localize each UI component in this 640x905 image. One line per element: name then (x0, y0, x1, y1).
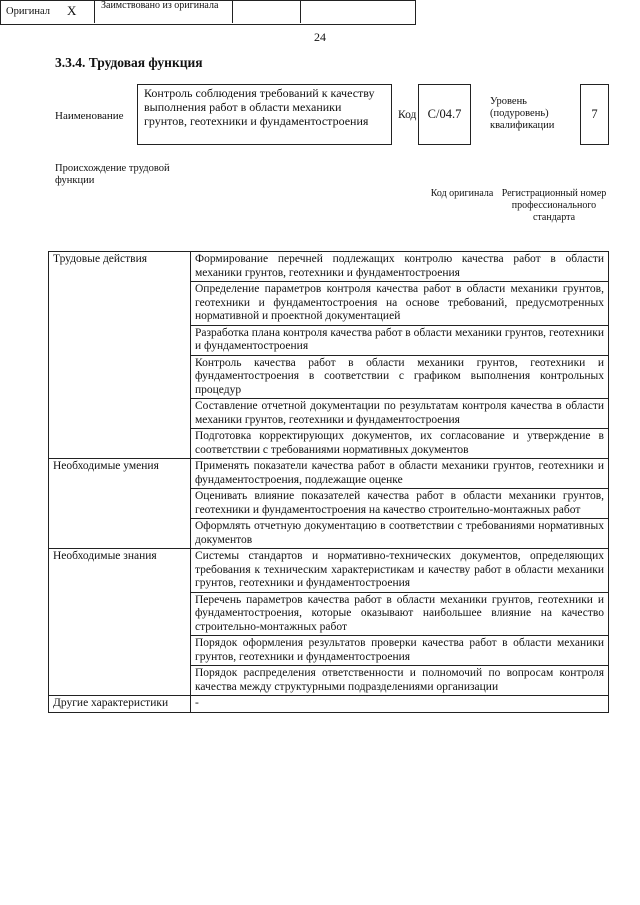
code-box (418, 84, 471, 145)
reg-number-caption: Регистрационный номер профессионального стандарта (501, 188, 607, 223)
level-box (580, 84, 609, 145)
row-item: Системы стандартов и нормативно-технических документов, определяющих требования к техническим характеристикам и качеству работ в области механики грунтов, геотехники и фундаментостроения (191, 549, 609, 593)
row-item: Порядок распределения ответственности и полномочий по вопросам контроля качества между структурными подразделениями организации (191, 666, 609, 696)
row-item: Оформлять отчетную документацию в соответствии с требованиями нормативных документов (191, 519, 609, 549)
row-item: Контроль качества работ в области механики грунтов, геотехники и фундаментостроения в соответствии с графиком выполнения контрольных процедур (191, 355, 609, 399)
origin-row (0, 0, 416, 25)
level-label: Уровень (подуровень) квалификации (490, 96, 555, 131)
original-code-caption: Код оригинала (430, 188, 494, 199)
origin-label: Происхождение трудовой функции (55, 163, 170, 186)
row-item: Порядок оформления результатов проверки качества работ в области механики грунтов, геотехники и фундаментостроения (191, 636, 609, 666)
borrowed-label: Заимствовано из оригинала (101, 0, 219, 11)
row-category-label: Необходимые умения (49, 459, 191, 549)
row-item: - (191, 696, 609, 713)
row-category-label: Другие характеристики (49, 696, 191, 713)
row-item: Определение параметров контроля качества работ в области механики грунтов, геотехники и фундаментостроения на основе требований, предусмотренных нормативной и проектной документацией (191, 282, 609, 326)
row-item: Применять показатели качества работ в области механики грунтов, геотехники и фундаментостроения, подлежащие оценке (191, 459, 609, 489)
table-row (49, 459, 609, 489)
row-item: Разработка плана контроля качества работ в области механики грунтов, геотехники и фундаментостроения (191, 325, 609, 355)
code-label: Код (398, 109, 417, 121)
code-value: С/04.7 (427, 107, 462, 121)
row-category-label: Необходимые знания (49, 549, 191, 696)
table-row (49, 252, 609, 282)
function-name-box (137, 84, 392, 145)
level-value: 7 (591, 107, 598, 121)
function-details-body (49, 252, 609, 713)
original-mark: X (67, 3, 77, 18)
original-cell (0, 0, 95, 23)
table-row (49, 549, 609, 593)
original-label: Оригинал (6, 6, 50, 17)
page-number: 24 (314, 30, 326, 44)
function-name-value: Контроль соблюдения требований к качеству выполнения работ в области механики грунтов, геотехники и фундаментостроения (144, 86, 375, 128)
reg-number-cell (301, 0, 414, 23)
row-item: Оценивать влияние показателей качества работ в области механики грунтов, геотехники и фундаментостроения на качество строительно-монтажных работ (191, 489, 609, 519)
row-category-label: Трудовые действия (49, 252, 191, 459)
row-item: Составление отчетной документации по результатам контроля качества в области механики грунтов, геотехники и фундаментостроения (191, 399, 609, 429)
function-details-table (48, 251, 609, 713)
borrowed-cell (95, 0, 233, 23)
section-title: 3.3.4. Трудовая функция (55, 55, 203, 70)
original-code-cell (233, 0, 301, 23)
row-item: Формирование перечней подлежащих контролю качества работ в области механики грунтов, геотехники и фундаментостроения (191, 252, 609, 282)
row-item: Подготовка корректирующих документов, их согласование и утверждение в соответствии с требованиями нормативных документов (191, 429, 609, 459)
row-item: Перечень параметров качества работ в области механики грунтов, геотехники и фундаментостроения, которые оказывают наибольшее влияние на качество строительно-монтажных работ (191, 592, 609, 636)
table-row (49, 696, 609, 713)
name-label: Наименование (55, 110, 124, 122)
